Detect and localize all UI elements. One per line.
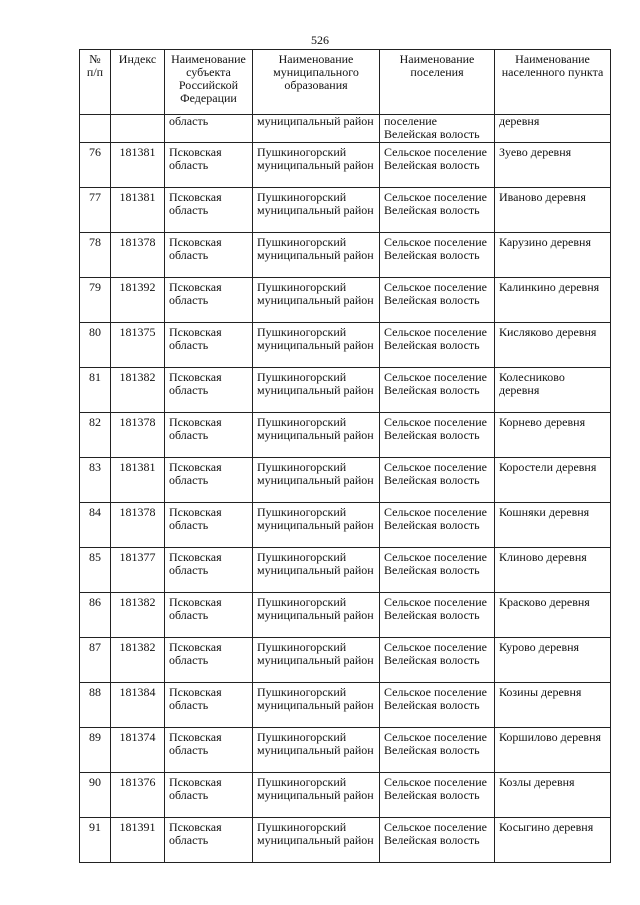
cell-settlement: Сельское поселение Велейская волость: [380, 548, 495, 593]
cell-index: 181375: [111, 323, 165, 368]
cell-municipality: Пушкиногорский муниципальный район: [253, 278, 380, 323]
table-row: [80, 413, 611, 458]
cell-num: [80, 115, 111, 143]
table-row: [80, 503, 611, 548]
cell-settlement: Сельское поселение Велейская волость: [380, 773, 495, 818]
cell-municipality: Пушкиногорский муниципальный район: [253, 458, 380, 503]
cell-locality: Иваново деревня: [495, 188, 611, 233]
cell-locality: Коростели деревня: [495, 458, 611, 503]
cell-locality: деревня: [495, 115, 611, 143]
cell-locality: Калинкино деревня: [495, 278, 611, 323]
cell-num: 80: [80, 323, 111, 368]
cell-municipality: Пушкиногорский муниципальный район: [253, 683, 380, 728]
cell-num: 84: [80, 503, 111, 548]
cell-subject: Псковская область: [165, 233, 253, 278]
table-header-row: [80, 50, 611, 115]
header-subject: Наименование субъекта Российской Федерации: [165, 50, 253, 115]
cell-settlement: Сельское поселение Велейская волость: [380, 143, 495, 188]
table-row: [80, 233, 611, 278]
cell-num: 82: [80, 413, 111, 458]
header-index: Индекс: [111, 50, 165, 115]
cell-subject: Псковская область: [165, 683, 253, 728]
cell-index: 181384: [111, 683, 165, 728]
cell-settlement: Сельское поселение Велейская волость: [380, 683, 495, 728]
cell-subject: Псковская область: [165, 638, 253, 683]
cell-num: 81: [80, 368, 111, 413]
cell-locality: Зуево деревня: [495, 143, 611, 188]
cell-subject: Псковская область: [165, 773, 253, 818]
cell-num: 83: [80, 458, 111, 503]
table-row: [80, 458, 611, 503]
header-num: № п/п: [80, 50, 111, 115]
cell-index: 181378: [111, 413, 165, 458]
cell-settlement: Сельское поселение Велейская волость: [380, 278, 495, 323]
cell-locality: Кисляково деревня: [495, 323, 611, 368]
cell-locality: Кошняки деревня: [495, 503, 611, 548]
header-locality: Наименование населенного пункта: [495, 50, 611, 115]
cell-municipality: Пушкиногорский муниципальный район: [253, 413, 380, 458]
table-row: [80, 188, 611, 233]
cell-municipality: муниципальный район: [253, 115, 380, 143]
cell-index: 181377: [111, 548, 165, 593]
cell-locality: Косыгино деревня: [495, 818, 611, 863]
cell-municipality: Пушкиногорский муниципальный район: [253, 818, 380, 863]
cell-municipality: Пушкиногорский муниципальный район: [253, 143, 380, 188]
cell-num: 89: [80, 728, 111, 773]
table-row: [80, 818, 611, 863]
settlements-table: [79, 49, 611, 863]
cell-num: 91: [80, 818, 111, 863]
cell-num: 85: [80, 548, 111, 593]
cell-settlement: Сельское поселение Велейская волость: [380, 818, 495, 863]
cell-index: 181376: [111, 773, 165, 818]
cell-locality: Карузино деревня: [495, 233, 611, 278]
cell-locality: Корнево деревня: [495, 413, 611, 458]
cell-subject: Псковская область: [165, 728, 253, 773]
cell-subject: Псковская область: [165, 323, 253, 368]
cell-index: 181381: [111, 188, 165, 233]
cell-municipality: Пушкиногорский муниципальный район: [253, 323, 380, 368]
cell-municipality: Пушкиногорский муниципальный район: [253, 368, 380, 413]
cell-municipality: Пушкиногорский муниципальный район: [253, 548, 380, 593]
cell-settlement: поселение Велейская волость: [380, 115, 495, 143]
cell-locality: Козины деревня: [495, 683, 611, 728]
cell-index: 181391: [111, 818, 165, 863]
cell-num: 86: [80, 593, 111, 638]
table-row: [80, 368, 611, 413]
cell-index: 181382: [111, 638, 165, 683]
cell-num: 87: [80, 638, 111, 683]
table-row: [80, 548, 611, 593]
cell-index: 181378: [111, 503, 165, 548]
cell-settlement: Сельское поселение Велейская волость: [380, 368, 495, 413]
cell-settlement: Сельское поселение Велейская волость: [380, 593, 495, 638]
cell-locality: Колесниково деревня: [495, 368, 611, 413]
continuation-row: [80, 115, 611, 143]
cell-settlement: Сельское поселение Велейская волость: [380, 413, 495, 458]
header-municipality: Наименование муниципального образования: [253, 50, 380, 115]
table-row: [80, 593, 611, 638]
cell-num: 90: [80, 773, 111, 818]
cell-settlement: Сельское поселение Велейская волость: [380, 503, 495, 548]
table-row: [80, 278, 611, 323]
cell-locality: Красково деревня: [495, 593, 611, 638]
cell-subject: Псковская область: [165, 368, 253, 413]
cell-subject: Псковская область: [165, 188, 253, 233]
cell-settlement: Сельское поселение Велейская волость: [380, 188, 495, 233]
cell-settlement: Сельское поселение Велейская волость: [380, 458, 495, 503]
cell-municipality: Пушкиногорский муниципальный район: [253, 188, 380, 233]
cell-settlement: Сельское поселение Велейская волость: [380, 233, 495, 278]
cell-subject: Псковская область: [165, 818, 253, 863]
cell-municipality: Пушкиногорский муниципальный район: [253, 233, 380, 278]
cell-subject: Псковская область: [165, 413, 253, 458]
cell-num: 78: [80, 233, 111, 278]
cell-index: 181392: [111, 278, 165, 323]
cell-municipality: Пушкиногорский муниципальный район: [253, 728, 380, 773]
cell-locality: Козлы деревня: [495, 773, 611, 818]
cell-subject: Псковская область: [165, 143, 253, 188]
cell-subject: область: [165, 115, 253, 143]
header-settlement: Наименование поселения: [380, 50, 495, 115]
cell-subject: Псковская область: [165, 503, 253, 548]
cell-index: [111, 115, 165, 143]
cell-index: 181381: [111, 458, 165, 503]
table-row: [80, 638, 611, 683]
cell-subject: Псковская область: [165, 458, 253, 503]
cell-subject: Псковская область: [165, 278, 253, 323]
cell-locality: Клиново деревня: [495, 548, 611, 593]
cell-settlement: Сельское поселение Велейская волость: [380, 728, 495, 773]
cell-locality: Коршилово деревня: [495, 728, 611, 773]
table-row: [80, 143, 611, 188]
cell-subject: Псковская область: [165, 548, 253, 593]
cell-index: 181382: [111, 593, 165, 638]
cell-locality: Курово деревня: [495, 638, 611, 683]
cell-settlement: Сельское поселение Велейская волость: [380, 323, 495, 368]
page-number: 526: [311, 33, 329, 47]
table-row: [80, 683, 611, 728]
table-row: [80, 323, 611, 368]
cell-settlement: Сельское поселение Велейская волость: [380, 638, 495, 683]
cell-municipality: Пушкиногорский муниципальный район: [253, 638, 380, 683]
cell-index: 181374: [111, 728, 165, 773]
table-row: [80, 773, 611, 818]
cell-index: 181381: [111, 143, 165, 188]
cell-subject: Псковская область: [165, 593, 253, 638]
cell-municipality: Пушкиногорский муниципальный район: [253, 593, 380, 638]
table-row: [80, 728, 611, 773]
cell-num: 88: [80, 683, 111, 728]
cell-municipality: Пушкиногорский муниципальный район: [253, 773, 380, 818]
cell-index: 181378: [111, 233, 165, 278]
cell-index: 181382: [111, 368, 165, 413]
cell-municipality: Пушкиногорский муниципальный район: [253, 503, 380, 548]
cell-num: 79: [80, 278, 111, 323]
cell-num: 76: [80, 143, 111, 188]
cell-num: 77: [80, 188, 111, 233]
